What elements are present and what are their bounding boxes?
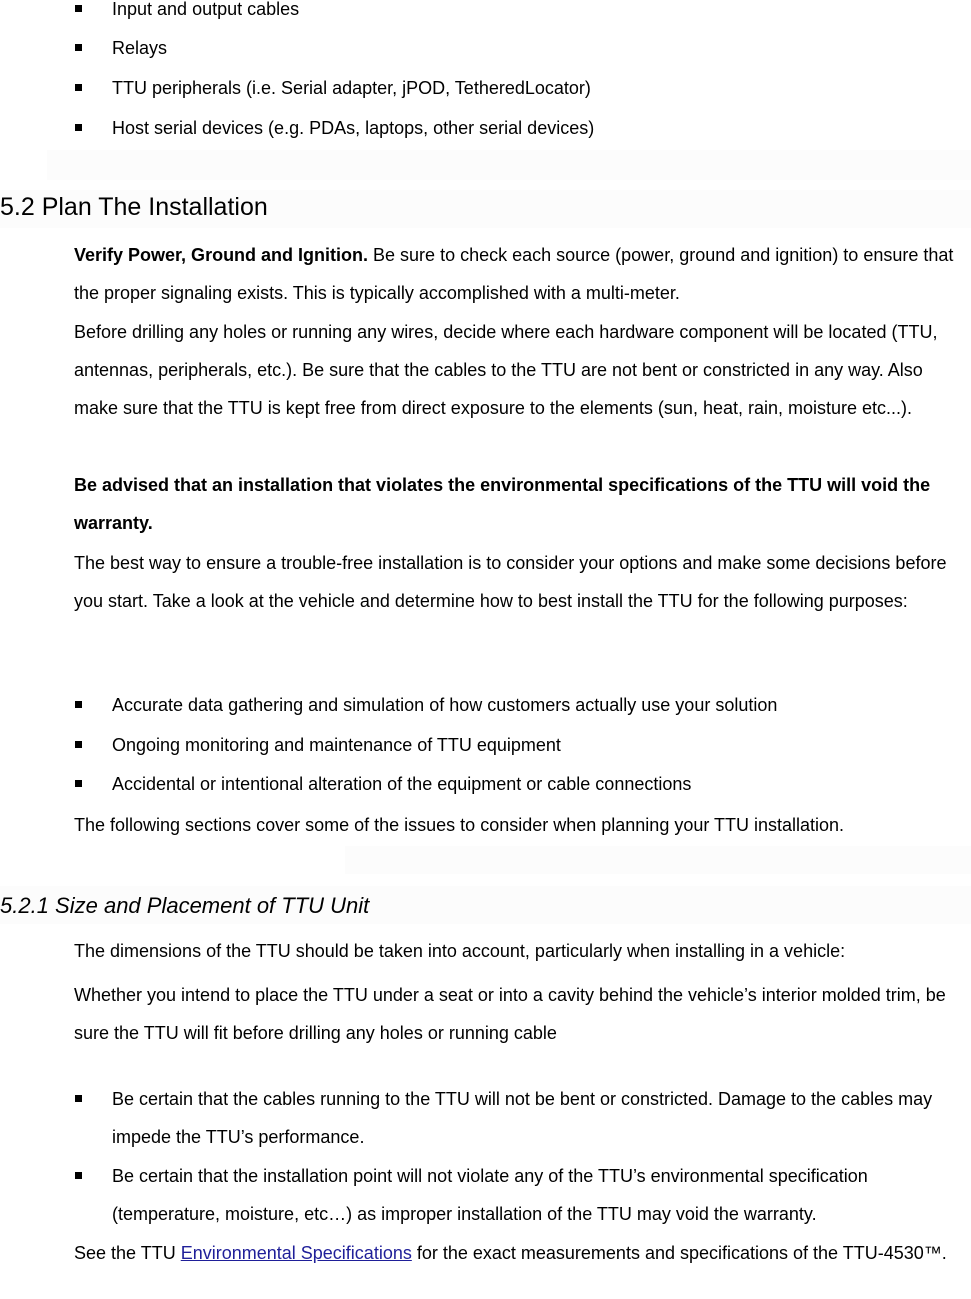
paragraph-before-drilling bbox=[74, 313, 971, 427]
bullet-square-icon bbox=[75, 5, 82, 12]
paragraph-verify-power bbox=[74, 236, 971, 312]
bullet-square-icon bbox=[75, 1095, 82, 1102]
paragraph-text: The dimensions of the TTU should be taken into account, particularly when installing in a vehicle: bbox=[74, 941, 846, 961]
list-item-text: Relays bbox=[112, 38, 168, 58]
paragraph-text: See the TTU bbox=[74, 1243, 181, 1263]
list-item-text: Be certain that the cables running to the TTU will not be bent or constricted. Damage to the cables may impede the TTU’s performance. bbox=[112, 1089, 933, 1147]
subsection-heading: 5.2.1 Size and Placement of TTU Unit bbox=[0, 893, 370, 918]
environmental-specifications-link[interactable]: Environmental Specifications bbox=[180, 1243, 412, 1263]
list-item-text: Input and output cables bbox=[112, 0, 300, 19]
background-band bbox=[47, 150, 971, 180]
paragraph-text: Before drilling any holes or running any wires, decide where each hardware component will be located (TTU, antennas, peripherals, etc.). Be sure that the cables to the TTU are not bent or constricted in any way. Also make sure that the TTU is kept free from direct exposure to the elements (sun, heat, rain, moisture etc...). bbox=[74, 322, 938, 418]
paragraph-warranty-warning bbox=[74, 466, 971, 542]
paragraph-placement bbox=[74, 976, 971, 1052]
warning-text: Be advised that an installation that violates the environmental specifications of the TTU will void the warranty. bbox=[74, 475, 931, 533]
bullet-square-icon bbox=[75, 701, 82, 708]
list-item-text: Accurate data gathering and simulation of how customers actually use your solution bbox=[112, 695, 778, 715]
bullet-square-icon bbox=[75, 84, 82, 91]
paragraph-text: for the exact measurements and specifications of the TTU-4530™. bbox=[411, 1243, 947, 1263]
bullet-square-icon bbox=[75, 741, 82, 748]
list-item-text: Host serial devices (e.g. PDAs, laptops, other serial devices) bbox=[112, 118, 595, 138]
paragraph-text: The following sections cover some of the issues to consider when planning your TTU installation. bbox=[74, 815, 845, 835]
list-item bbox=[75, 1080, 971, 1156]
list-item bbox=[75, 1157, 971, 1233]
list-item-text: TTU peripherals (i.e. Serial adapter, jPOD, TetheredLocator) bbox=[112, 78, 591, 98]
paragraph-text: Be sure to check each source (power, ground and ignition) to ensure that the proper signaling exists. This is typically accomplished with a multi-meter. bbox=[74, 245, 954, 303]
list-item-text: Ongoing monitoring and maintenance of TTU equipment bbox=[112, 735, 561, 755]
bullet-square-icon bbox=[75, 1172, 82, 1179]
paragraph-text: The best way to ensure a trouble-free installation is to consider your options and make some decisions before you start. Take a look at the vehicle and determine how to best install the TTU for the following purposes: bbox=[74, 553, 947, 611]
paragraph-following-sections bbox=[74, 806, 971, 844]
bold-lead-text: Verify Power, Ground and Ignition. bbox=[74, 245, 369, 265]
list-item-text: Be certain that the installation point will not violate any of the TTU’s environmental specification (temperature, moisture, etc…) as improper installation of the TTU may void the warranty. bbox=[112, 1166, 868, 1224]
bullet-square-icon bbox=[75, 780, 82, 787]
paragraph-text: Whether you intend to place the TTU under a seat or into a cavity behind the vehicle’s interior molded trim, be sure the TTU will fit before drilling any holes or running cable bbox=[74, 985, 946, 1043]
list-item-text: Accidental or intentional alteration of the equipment or cable connections bbox=[112, 774, 692, 794]
paragraph-dimensions bbox=[74, 932, 971, 970]
background-band bbox=[345, 846, 971, 874]
paragraph-best-way bbox=[74, 544, 971, 620]
bullet-square-icon bbox=[75, 124, 82, 131]
bullet-square-icon bbox=[75, 44, 82, 51]
section-heading: 5.2 Plan The Installation bbox=[0, 193, 268, 221]
paragraph-see-environmental bbox=[74, 1234, 971, 1272]
